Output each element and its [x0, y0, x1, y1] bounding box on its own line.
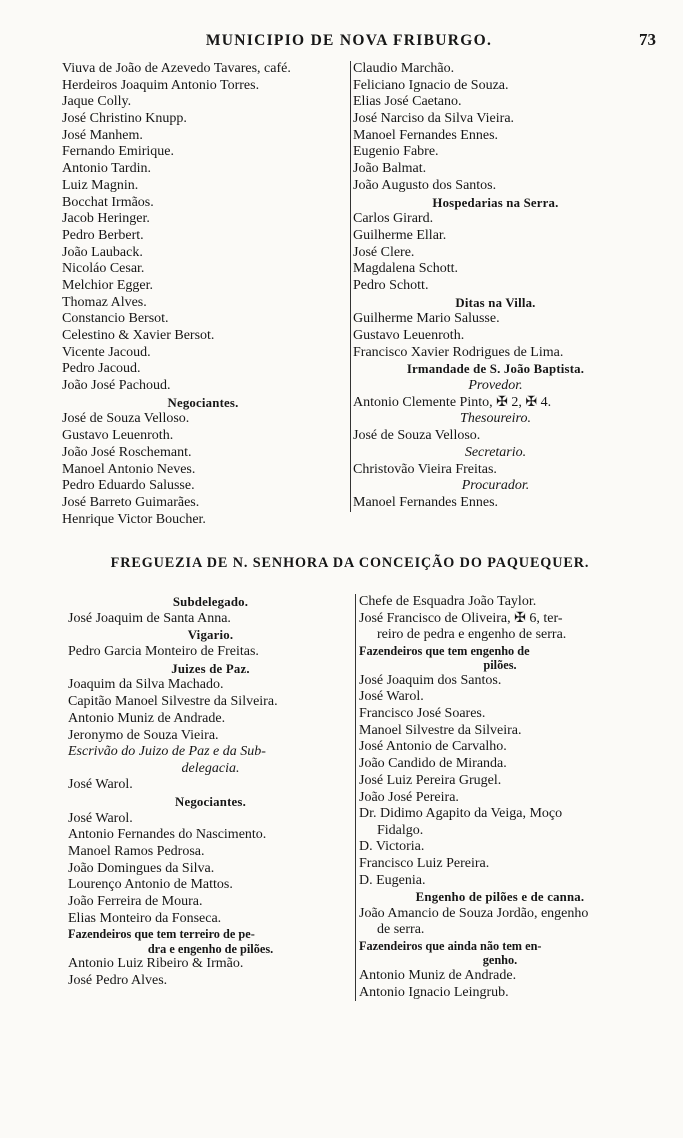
section-heading: Vigario. — [187, 628, 234, 643]
list-entry — [359, 806, 641, 839]
list-entry: Manoel Fernandes Ennes. — [353, 494, 499, 510]
list-entry: Elias Monteiro da Fonseca. — [68, 910, 222, 926]
list-entry: João Augusto dos Santos. — [353, 177, 497, 193]
section-heading: Subdelegado. — [172, 595, 249, 609]
list-entry: João Lauback. — [62, 244, 143, 260]
entry-line: Fazendeiros que tem terreiro de pe- — [68, 927, 255, 942]
entry-line: João Amancio de Souza Jordão, engenho — [359, 905, 589, 921]
list-entry: José Luiz Pereira Grugel. — [359, 772, 502, 788]
list-entry: Claudio Marchão. — [353, 61, 455, 76]
list-entry: Viuva de João de Azevedo Tavares, café. — [62, 61, 291, 76]
list-entry: Antonio Luiz Ribeiro & Irmão. — [68, 956, 244, 972]
list-entry: José Clere. — [353, 244, 415, 260]
role-label: Provedor. — [468, 378, 523, 394]
list-entry: Pedro Berbert. — [62, 227, 144, 243]
list-entry: Gustavo Leuenroth. — [62, 428, 174, 444]
list-entry: Francisco Xavier Rodrigues de Lima. — [353, 344, 564, 360]
list-entry: Francisco Luiz Pereira. — [359, 855, 490, 871]
list-entry: José Warol. — [68, 777, 133, 793]
list-entry: Carlos Girard. — [353, 211, 434, 227]
list-entry — [359, 906, 641, 939]
list-entry: Thomaz Alves. — [62, 294, 147, 310]
running-header — [60, 30, 656, 52]
list-entry: Guilherme Ellar. — [353, 227, 447, 243]
list-entry: José Joaquim dos Santos. — [359, 672, 502, 688]
list-entry: Manoel Silvestre da Silveira. — [359, 722, 522, 738]
list-entry: Pedro Eduardo Salusse. — [62, 478, 195, 494]
list-entry: Celestino & Xavier Bersot. — [62, 328, 215, 343]
list-entry: Christovão Vieira Freitas. — [353, 461, 497, 477]
list-entry: Nicoláo Cesar. — [62, 261, 145, 277]
running-title: MUNICIPIO DE NOVA FRIBURGO. — [205, 32, 493, 49]
section-heading: Ditas na Villa. — [455, 295, 536, 310]
role-label: Procurador. — [461, 478, 530, 494]
list-entry: Antonio Tardin. — [62, 161, 151, 177]
role-label: Secretario. — [464, 444, 527, 460]
entry-continuation: genho. — [482, 953, 518, 968]
list-entry: José de Souza Velloso. — [62, 411, 190, 427]
list-entry: José Narciso da Silva Vieira. — [353, 111, 515, 127]
list-entry: Guilherme Mario Salusse. — [353, 311, 500, 327]
list-entry: Elias José Caetano. — [353, 94, 462, 110]
section-heading: Irmandade de S. João Baptista. — [406, 362, 585, 377]
section2-title: FREGUEZIA DE N. SENHORA DA CONCEIÇÃO DO PAQUEQUER. — [110, 555, 590, 571]
list-entry: Bocchat Irmãos. — [62, 194, 154, 210]
list-entry: Gustavo Leuenroth. — [353, 328, 465, 343]
entry-continuation: reiro de pedra e engenho de serra. — [377, 627, 567, 643]
list-entry: Joaquim da Silva Machado. — [68, 677, 224, 693]
list-entry: Jaque Colly. — [62, 94, 132, 110]
list-entry: João Candido de Miranda. — [359, 756, 507, 772]
section-heading — [359, 644, 641, 673]
entry-line: Escrivão do Juizo de Paz e da Sub- — [68, 744, 266, 760]
list-entry: João José Pachoud. — [62, 378, 171, 394]
list-entry: José Christino Knupp. — [62, 111, 187, 127]
list-entry: Antonio Muniz de Andrade. — [359, 967, 517, 983]
list-entry: Antonio Ignacio Leingrub. — [359, 984, 509, 1000]
entry-continuation: dra e engenho de pilões. — [147, 941, 274, 956]
section-heading: Hospedarias na Serra. — [432, 195, 559, 210]
entry-line: Fazendeiros que ainda não tem en- — [359, 938, 542, 953]
list-entry: Feliciano Ignacio de Souza. — [353, 77, 509, 93]
entry-line: José Francisco de Oliveira, ✠ 6, ter- — [359, 610, 563, 626]
entry-line: Dr. Didimo Agapito da Veiga, Moço — [359, 806, 563, 822]
role-label: Thesoureiro. — [460, 411, 531, 427]
list-entry: José Warol. — [359, 689, 424, 705]
list-entry: José Antonio de Carvalho. — [359, 739, 507, 755]
list-entry: D. Eugenia. — [359, 872, 426, 888]
list-entry: D. Victoria. — [359, 839, 425, 855]
list-entry: Capitão Manoel Silvestre da Silveira. — [68, 694, 278, 710]
list-entry: João Balmat. — [353, 161, 427, 177]
list-entry: José Pedro Alves. — [68, 973, 168, 989]
list-entry — [359, 611, 641, 644]
list-entry: Manoel Ramos Pedrosa. — [68, 843, 205, 859]
list-entry: Antonio Fernandes do Nascimento. — [68, 827, 267, 843]
page-number: 73 — [639, 30, 656, 49]
list-entry: Manoel Fernandes Ennes. — [353, 127, 499, 143]
list-entry: José Joaquim de Santa Anna. — [68, 610, 231, 626]
section-heading — [359, 939, 641, 968]
list-entry: Fernando Emirique. — [62, 144, 174, 160]
entry-continuation: Fidalgo. — [377, 822, 424, 838]
list-entry: Antonio Muniz de Andrade. — [68, 710, 226, 726]
list-entry: Eugenio Fabre. — [353, 144, 439, 160]
list-entry: José Barreto Guimarães. — [62, 494, 200, 510]
list-entry: Constancio Bersot. — [62, 311, 169, 327]
section2-left-column — [68, 594, 353, 990]
section1-right-column — [350, 61, 638, 512]
list-entry: Pedro Schott. — [353, 277, 429, 293]
section-heading: Negociantes. — [167, 395, 239, 410]
role-label — [68, 744, 353, 777]
list-entry: Vicente Jacoud. — [62, 344, 151, 360]
list-entry: Francisco José Soares. — [359, 706, 486, 722]
list-entry: Pedro Garcia Monteiro de Freitas. — [68, 644, 259, 660]
list-entry: João José Roschemant. — [62, 444, 192, 460]
entry-continuation: de serra. — [377, 922, 425, 938]
entry-continuation: delegacia. — [181, 760, 240, 776]
entry-line: Fazendeiros que tem engenho de — [359, 643, 530, 658]
list-entry: Melchior Egger. — [62, 277, 153, 293]
list-entry: Jeronymo de Souza Vieira. — [68, 727, 219, 743]
list-entry: José Manhem. — [62, 127, 143, 143]
list-entry: Chefe de Esquadra João Taylor. — [359, 594, 537, 609]
list-entry: Manoel Antonio Neves. — [62, 461, 196, 477]
list-entry: Henrique Victor Boucher. — [62, 511, 206, 527]
section-heading: Engenho de pilões e de canna. — [415, 890, 585, 905]
list-entry: Jacob Heringer. — [62, 211, 150, 227]
list-entry: João José Pereira. — [359, 789, 459, 805]
list-entry: José de Souza Velloso. — [353, 428, 481, 444]
section-heading — [68, 927, 353, 956]
list-entry: José Warol. — [68, 810, 133, 826]
list-entry: Pedro Jacoud. — [62, 361, 141, 377]
section-heading: Juizes de Paz. — [171, 661, 250, 676]
list-entry: Herdeiros Joaquim Antonio Torres. — [62, 77, 260, 93]
section-heading: Negociantes. — [175, 794, 246, 809]
list-entry: Magdalena Schott. — [353, 261, 458, 277]
list-entry: Antonio Clemente Pinto, ✠ 2, ✠ 4. — [353, 394, 552, 410]
list-entry: Luiz Magnin. — [62, 177, 139, 193]
section2-right-column — [355, 594, 641, 1001]
section1-left-column — [62, 61, 344, 528]
list-entry: João Domingues da Silva. — [68, 860, 215, 876]
entry-continuation: pilões. — [483, 658, 517, 673]
list-entry: João Ferreira de Moura. — [68, 894, 203, 909]
list-entry: Lourenço Antonio de Mattos. — [68, 877, 233, 893]
